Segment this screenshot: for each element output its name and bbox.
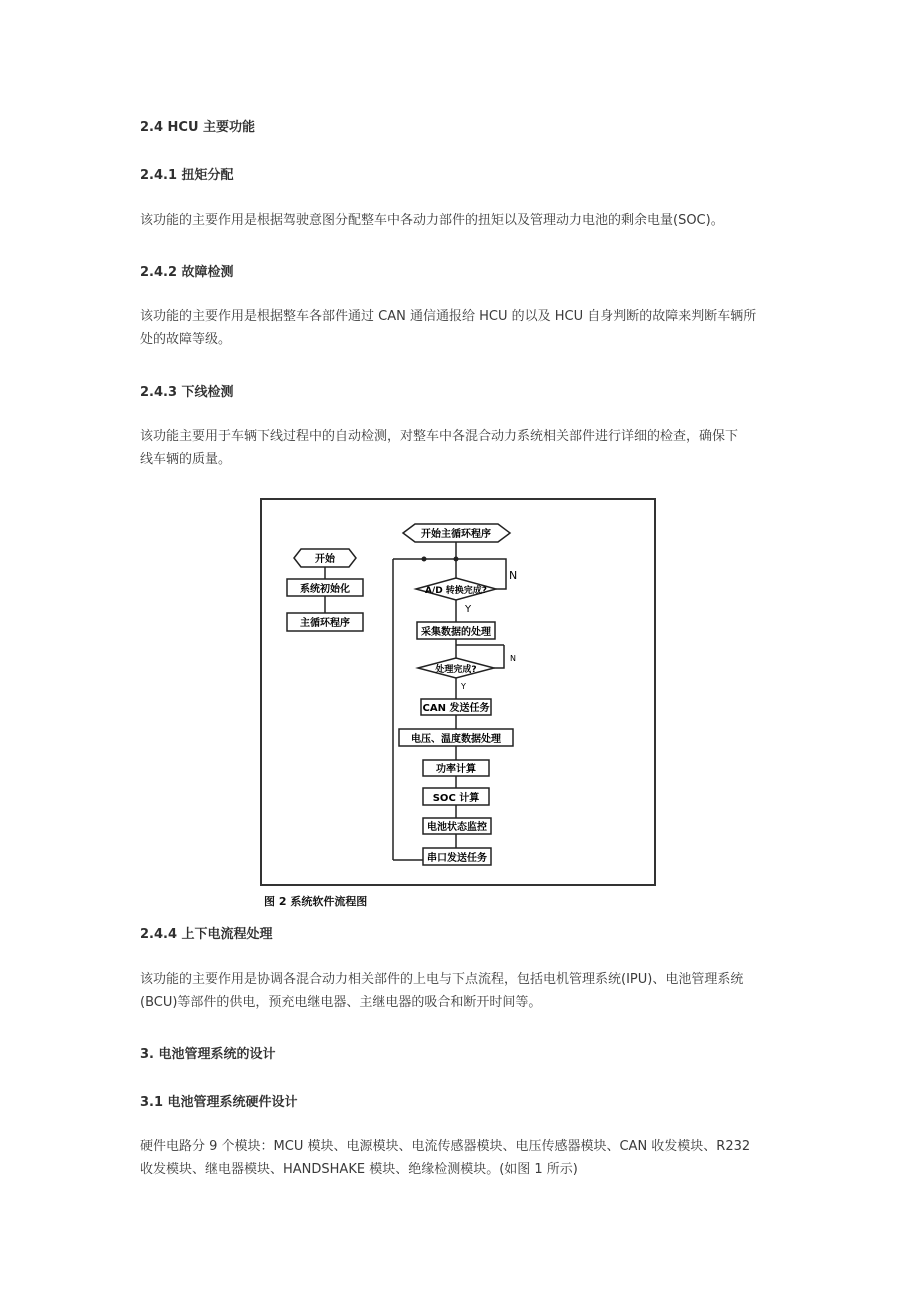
ad-yes-label: Y [465, 604, 472, 615]
process-decision-label: 处理完成? [435, 665, 477, 675]
paragraph-line: 该功能的主要作用是协调各混合动力相关部件的上电与下点流程，包括电机管理系统(IPU)、电池管理系统 [140, 972, 744, 987]
section-3-1-text [140, 1135, 786, 1181]
paragraph-line: 该功能的主要作用是根据整车各部件通过 CAN 通信通报给 HCU 的以及 HCU 自身判断的故障来判断车辆所 [140, 309, 757, 324]
paragraph-line: (BCU)等部件的供电，预充电继电器、主继电器的吸合和断开时间等。 [140, 995, 542, 1010]
paragraph-line: 处的故障等级。 [140, 332, 232, 347]
collect-label: 采集数据的处理 [421, 627, 491, 638]
figure-caption: 图 2 系统软件流程图 [264, 895, 368, 908]
paragraph-line: 该功能主要用于车辆下线过程中的自动检测，对整车中各混合动力系统相关部件进行详细的检查，确保下 [140, 429, 739, 444]
init-label: 系统初始化 [300, 584, 350, 595]
paragraph-line: 该功能的主要作用是根据驾驶意图分配整车中各动力部件的扭矩以及管理动力电池的剩余电量(SOC)。 [140, 213, 724, 228]
section-3-1-title: 3.1 电池管理系统硬件设计 [140, 1095, 298, 1110]
soc-calc-label: SOC 计算 [432, 793, 480, 804]
paragraph-line: 硬件电路分 9 个模块：MCU 模块、电源模块、电流传感器模块、电压传感器模块、CAN 收发模块、R232 [140, 1139, 751, 1154]
process-no-label: N [510, 654, 516, 663]
ad-decision-label: A/D 转换完成? [424, 586, 488, 596]
section-2-4-3-text [140, 425, 786, 471]
voltage-temp-label: 电压、温度数据处理 [411, 734, 501, 745]
section-2-4-4-text [140, 968, 786, 1014]
left-start-label: 开始 [315, 554, 335, 565]
section-2-4-1-title: 2.4.1 扭矩分配 [140, 168, 234, 183]
section-2-4-2-title: 2.4.2 故障检测 [140, 265, 234, 280]
battery-monitor-label: 电池状态监控 [427, 822, 487, 833]
power-calc-label: 功率计算 [436, 764, 476, 775]
can-task-label: CAN 发送任务 [422, 703, 490, 714]
serial-task-label: 串口发送任务 [427, 853, 487, 864]
main-loop-label: 主循环程序 [300, 618, 350, 629]
ad-no-label: N [509, 569, 518, 582]
process-yes-label: Y [461, 682, 466, 691]
paragraph-line: 线车辆的质量。 [140, 452, 232, 467]
section-2-4-4-title: 2.4.4 上下电流程处理 [140, 927, 273, 942]
section-2-4-title: 2.4 HCU 主要功能 [140, 120, 256, 135]
section-2-4-3-title: 2.4.3 下线检测 [140, 385, 234, 400]
section-2-4-2-text [140, 305, 786, 351]
section-3-title: 3. 电池管理系统的设计 [140, 1047, 276, 1062]
main-start-label: 开始主循环程序 [421, 529, 491, 540]
flowchart-figure [258, 495, 660, 910]
section-2-4-1-text [140, 209, 786, 232]
paragraph-line: 收发模块、继电器模块、HANDSHAKE 模块、绝缘检测模块。(如图 1 所示) [140, 1162, 578, 1177]
